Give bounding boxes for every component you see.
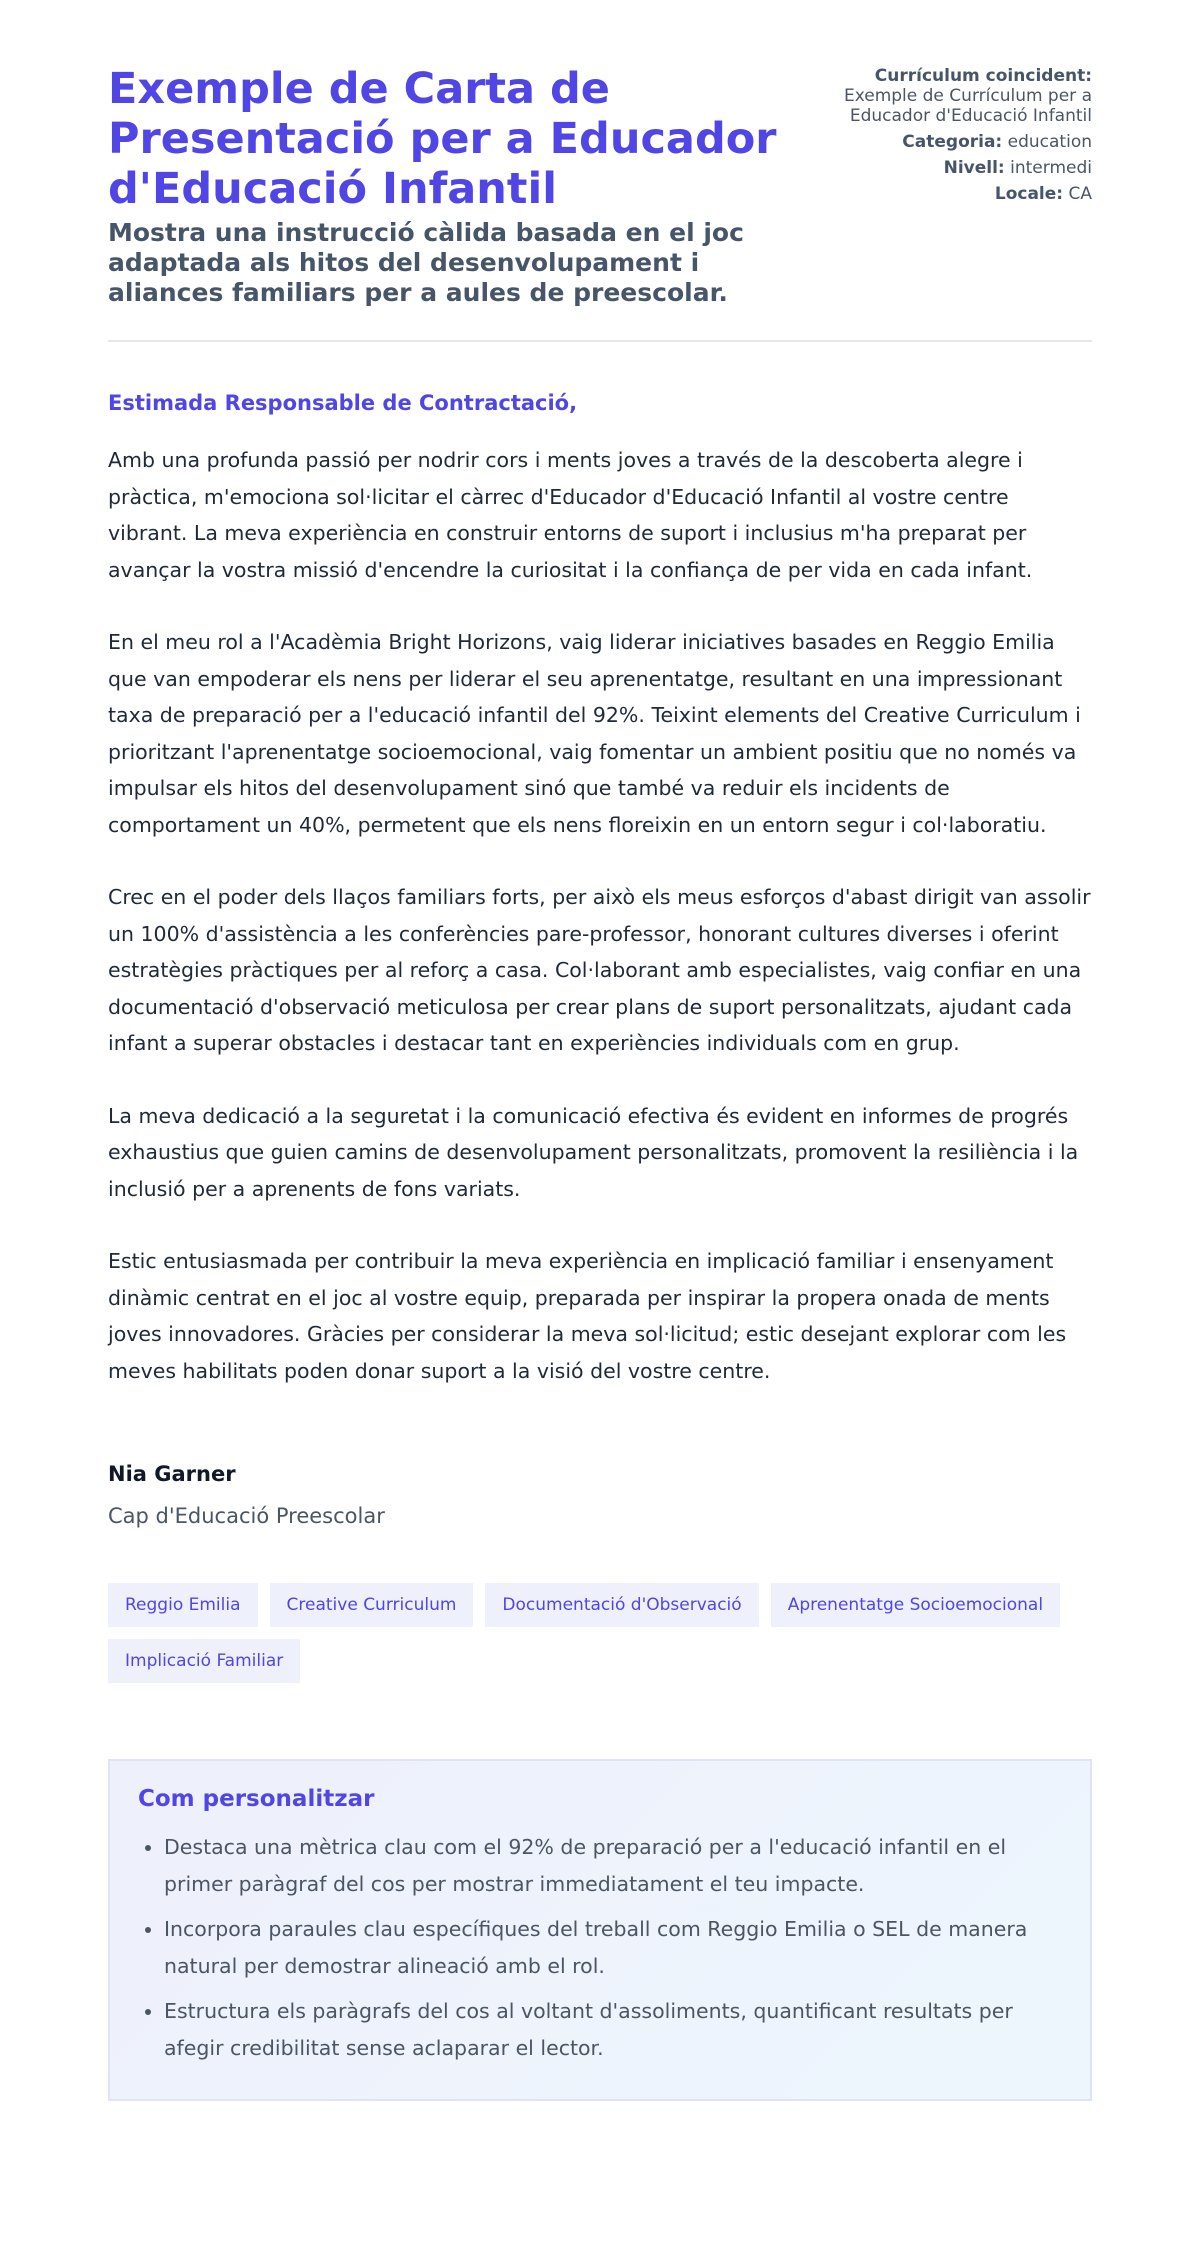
tip-item: • Estructura els paràgrafs del cos al voltant d'assoliments, quantificant resultats per afegir credibilitat sense aclaparar el lector.: [164, 1993, 1062, 2067]
header-titles: [108, 64, 797, 308]
meta-resume-label: Currículum coincident:: [874, 66, 1092, 86]
body-paragraph-3: Crec en el poder dels llaços familiars forts, per això els meus esforços d'abast dirigit van assolir un 100% d'assistència a les conferències pare-professor, honorant cultures diverses i oferint estratègies pràctiques per al reforç a casa. Col·laborant amb especialistes, vaig confiar en una documentació d'observació meticulosa per crear plans de suport personalitzats, ajudant cada infant a superar obstacles i destacar tant en experiències individuals com en grup.: [108, 885, 1091, 1055]
meta-category-label: Categoria:: [902, 132, 1003, 152]
meta-resume: [797, 66, 1092, 126]
meta-category: [797, 132, 1092, 152]
meta-category-value: education: [1007, 132, 1092, 152]
page-subtitle: Mostra una instrucció càlida basada en el joc adaptada als hitos del desenvolupament i aliances familiars per a aules de preescolar.: [108, 218, 744, 307]
meta-level-value: intermedi: [1010, 158, 1092, 178]
page-header: [108, 64, 1092, 342]
tag-creative-curriculum: Creative Curriculum: [270, 1583, 474, 1627]
page-title: Exemple de Carta de Presentació per a Educador d'Educació Infantil: [108, 64, 777, 214]
tag-reggio-emilia: Reggio Emilia: [108, 1583, 258, 1627]
tag-aprenentatge-socioemocional: Aprenentatge Socioemocional: [771, 1583, 1060, 1627]
customization-tips: [108, 1759, 1092, 2101]
letter-body: [108, 390, 1092, 1529]
meta-panel: [797, 64, 1092, 210]
tips-title: Com personalitzar: [138, 1786, 375, 1812]
body-paragraph-2: En el meu rol a l'Acadèmia Bright Horizons, vaig liderar iniciatives basades en Reggio Emilia que van empoderar els nens per liderar el seu aprenentatge, resultant en una impressionant taxa de preparació per a l'educació infantil del 92%. Teixint elements del Creative Curriculum i prioritzant l'aprenentatge socioemocional, vaig fomentar un ambient positiu que no només va impulsar els hitos del desenvolupament sinó que també va reduir els incidents de comportament un 40%, permetent que els nens floreixin en un entorn segur i col·laboratiu.: [108, 630, 1081, 837]
meta-locale: [797, 184, 1092, 204]
meta-resume-value: Exemple de Currículum per a Educador d'Educació Infantil: [843, 86, 1092, 126]
meta-level-label: Nivell:: [943, 158, 1005, 178]
meta-level: [797, 158, 1092, 178]
tag-documentacio-observacio: Documentació d'Observació: [485, 1583, 758, 1627]
salutation: Estimada Responsable de Contractació,: [108, 391, 578, 415]
tip-item: • Destaca una mètrica clau com el 92% de preparació per a l'educació infantil en el primer paràgraf del cos per mostrar immediatament el teu impacte.: [164, 1829, 1062, 1903]
signature-title: Cap d'Educació Preescolar: [108, 1504, 385, 1528]
meta-locale-label: Locale:: [994, 184, 1064, 204]
keyword-tags: [108, 1583, 1092, 1683]
meta-locale-value: CA: [1068, 184, 1092, 204]
signature-name: Nia Garner: [108, 1462, 236, 1486]
body-paragraph-5: Estic entusiasmada per contribuir la meva experiència en implicació familiar i ensenyament dinàmic centrat en el joc al vostre equip, preparada per inspirar la propera onada de ments joves innovadores. Gràcies per considerar la meva sol·licitud; estic desejant explorar com les meves habilitats poden donar suport a la visió del vostre centre.: [108, 1249, 1067, 1383]
tip-item: • Incorpora paraules clau específiques del treball com Reggio Emilia o SEL de manera natural per demostrar alineació amb el rol.: [164, 1911, 1062, 1985]
tips-list: [138, 1829, 1062, 2067]
tag-implicacio-familiar: Implicació Familiar: [108, 1639, 300, 1683]
body-paragraph-4: La meva dedicació a la seguretat i la comunicació efectiva és evident en informes de progrés exhaustius que guien camins de desenvolupament personalitzats, promovent la resiliència i la inclusió per a aprenents de fons variats.: [108, 1103, 1079, 1201]
body-paragraph-1: Amb una profunda passió per nodrir cors i ments joves a través de la descoberta alegre i pràctica, m'emociona sol·licitar el càrrec d'Educador d'Educació Infantil al vostre centre vibrant. La meva experiència en construir entorns de suport i inclusius m'ha preparat per avançar la vostra missió d'encendre la curiositat i la confiança de per vida en cada infant.: [108, 448, 1033, 582]
